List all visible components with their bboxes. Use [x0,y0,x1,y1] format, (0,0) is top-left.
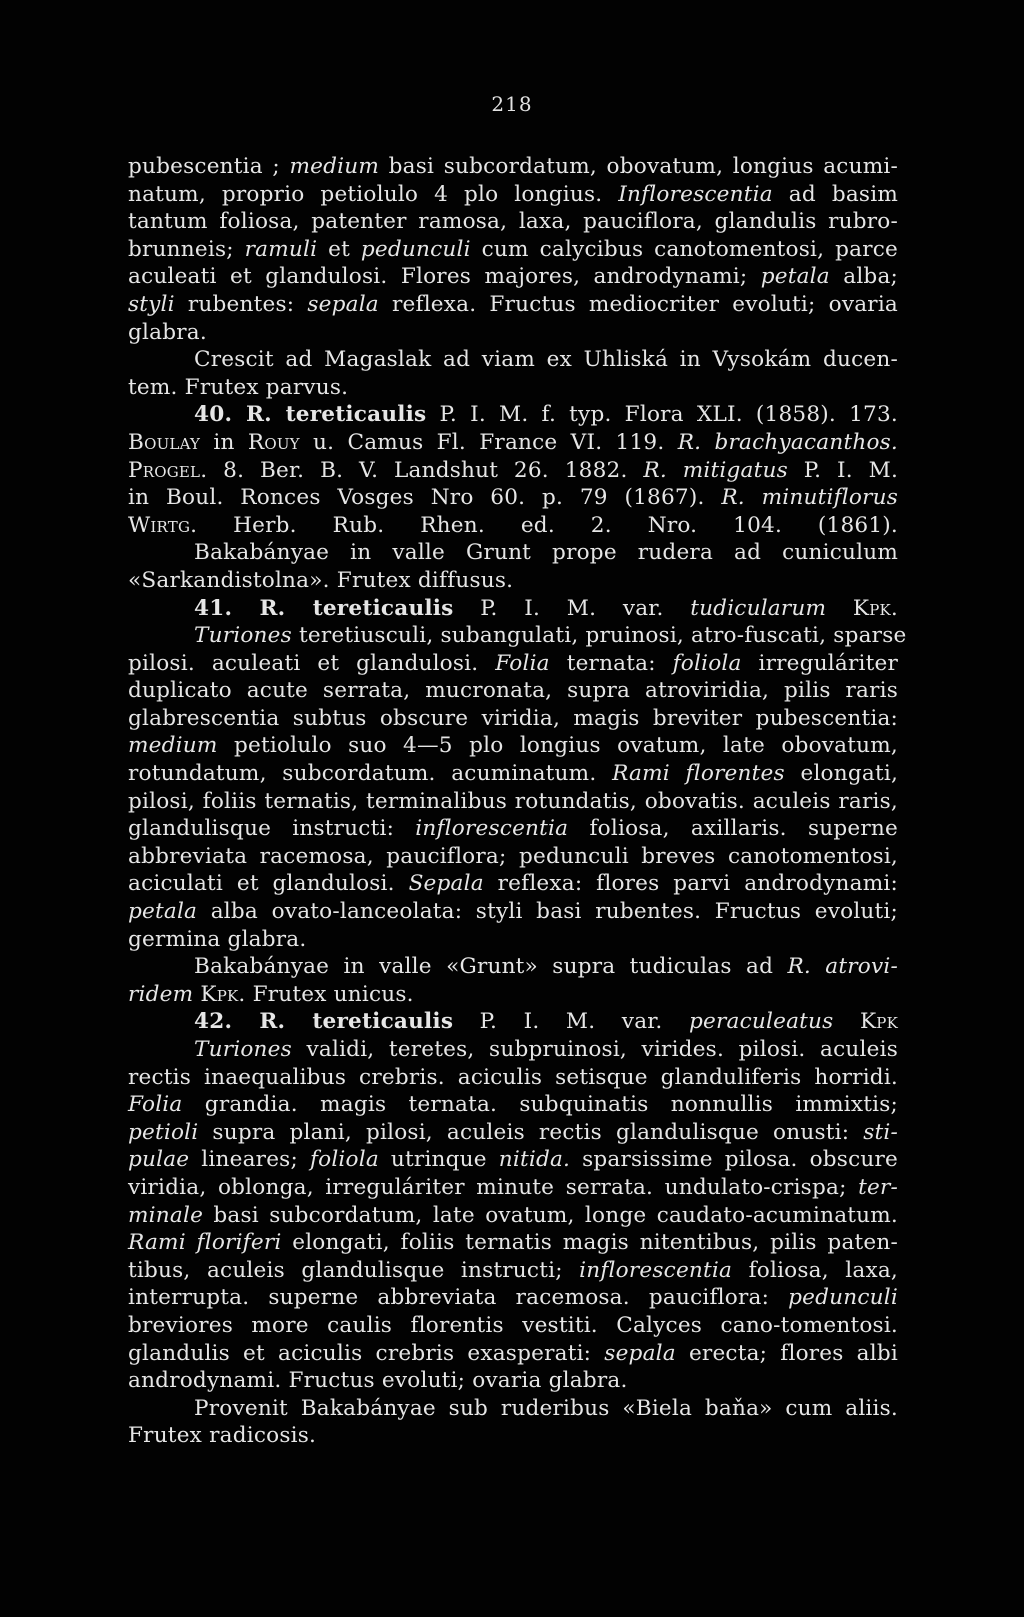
text-line [128,1119,898,1147]
text-run: Provenit Bakabányae sub ruderibus «Biela baňa» cum aliis. [194,1395,898,1421]
text-run: Rouy [247,429,300,455]
text-run: inflorescentia [415,816,569,842]
text-line [128,1174,898,1202]
text-line [128,1202,898,1230]
text-run: Crescit ad Magaslak ad viam ex Uhliská in Vysokám ducen- [194,347,898,373]
text-run [826,596,853,621]
text-run: peraculeatus [689,1009,834,1035]
text-run: pilosi. aculeati et glandulosi. [128,650,496,676]
text-run: Inflorescentia [618,181,773,207]
text-run: pedunculi [788,1285,898,1311]
text-line [128,1395,898,1423]
text-line [128,263,898,291]
text-line [128,512,898,540]
text-run: medium [289,154,380,179]
text-run: aciculati et glandulosi. [128,871,409,897]
text-run: Progel. [128,457,208,483]
text-run: basi subcordatum, obovatum, longius acumi- [379,154,898,179]
text-run: Folia [495,650,550,676]
text-run: P. I. M. f. typ. Flora XLI. (1858). 173. [426,402,898,428]
text-run: cum calycibus canotomentosi, parce [470,236,898,262]
text-run: ter- [858,1174,898,1200]
text-run: u. Camus Fl. France VI. 119. [299,429,678,455]
text-run: medium [128,733,218,759]
text-run: teretiusculi, subangulati, pruinosi, atro-fuscati, sparse [291,623,907,649]
text-line [128,484,898,512]
text-run: Herb. Rub. Rhen. ed. 2. Nro. 104. (1861). [197,512,898,538]
text-run: 42. R. tereticaulis [194,1009,454,1035]
text-run: validi, teretes, subpruinosi, virides. pilosi. aculeis [291,1037,898,1062]
text-run: inflorescentia [579,1257,733,1283]
text-run: R. atrovi- [787,954,898,980]
text-run: sti- [863,1119,898,1145]
text-run: lineares; [189,1147,310,1173]
text-run: sepala [604,1340,676,1366]
text-run: ternata: [549,650,673,676]
text-line [128,1064,898,1092]
text-run: 40. R. tereticaulis [194,402,427,428]
text-line [128,401,898,429]
text-run: alba ovato-lanceolata: styli basi rubentes. Fructus evoluti; [197,899,898,925]
text-line [128,1284,898,1312]
text-run: alba; [829,264,898,290]
text-run: grandia. magis ternata. subquinatis nonnullis immixtis; [182,1092,898,1118]
text-run: pulae [128,1147,190,1173]
text-run: ramuli [244,236,318,262]
text-run: germina glabra. [128,926,307,952]
text-run: abbreviata racemosa, pauciflora; pedunculi breves canotomentosi, [128,843,898,869]
text-line [128,429,898,457]
text-run: pubescentia ; [128,154,290,179]
text-run: sepala [307,291,379,317]
text-run: supra plani, pilosi, aculeis rectis glandulisque onusti: [198,1119,864,1145]
text-run: Bakabányae in valle Grunt prope rudera ad cuniculum [194,540,898,566]
text-run: elongati, [784,761,899,787]
text-run: Folia [128,1092,183,1118]
text-run: viridia, oblonga, irreguláriter minute serrata. undulato-crispa; [128,1174,859,1200]
text-run: rotundatum, subcordatum. acuminatum. [128,761,613,787]
text-run: Wirtg. [128,512,198,538]
text-line [128,1091,898,1119]
text-run: tibus, aculeis glandulisque instructi; [128,1257,580,1283]
text-run: erecta; flores albi [675,1340,898,1366]
text-line [128,788,898,816]
text-run: P. I. M. var. [453,1009,689,1035]
text-run: P. I. M. var. [453,595,691,621]
text-run: petiolulo suo 4—5 plo longius ovatum, late obovatum, [217,733,898,759]
text-run: glandulisque instructi: [128,816,416,842]
text-line [128,346,898,374]
text-run: petala [760,264,830,290]
text-run: duplicato acute serrata, mucronata, supra atroviridia, pilis raris [128,678,898,704]
text-run: «Sarkandistolna». Frutex diffusus. [128,567,514,593]
text-run: glabrescentia subtus obscure viridia, magis breviter pubescentia: [128,705,898,731]
text-line [128,567,898,595]
text-line [128,153,898,181]
text-run: sparsissime pilosa. obscure [570,1147,898,1173]
text-run: breviores more caulis florentis vestiti. Calyces cano-tomentosi. [128,1312,898,1338]
text-line [128,1367,898,1395]
text-run: rubentes: [174,291,308,317]
text-line [128,815,898,843]
text-run: tudicularum [690,595,827,621]
text-run: brunneis; [128,236,245,262]
text-line [128,732,898,760]
text-line [128,457,898,485]
text-run: Turiones [194,623,292,649]
text-run: foliola [672,650,742,676]
text-run: androdynami. Fructus evoluti; ovaria glabra. [128,1368,628,1394]
text-run: glandulis et aciculis crebris exasperati: [128,1340,605,1366]
text-run: rectis inaequalibus crebris. aciculis setisque glanduliferis horridi. [128,1064,898,1090]
text-run: tem. Frutex parvus. [128,374,349,400]
text-run: aculeati et glandulosi. Flores majores, androdynami; [128,264,761,290]
text-line [128,650,898,678]
text-run: pilosi, foliis ternatis, terminalibus rotundatis, obovatis. aculeis raris, [128,788,898,814]
text-run: foliola [309,1147,379,1173]
text-run: et [317,236,361,262]
text-line [128,208,898,236]
text-line [128,1422,898,1450]
text-line [128,1146,898,1174]
page-number: 218 [491,92,533,116]
text-line [128,539,898,567]
body-text [128,153,907,1450]
text-line [128,1036,898,1064]
text-line [128,319,898,347]
text-run: petioli [128,1119,199,1145]
text-line [128,926,898,954]
text-run: foliosa, axillaris. superne [568,816,898,842]
text-run: Frutex unicus. [245,981,414,1007]
text-run: tantum foliosa, patenter ramosa, laxa, pauciflora, glandulis rubro- [128,209,898,235]
text-run: foliosa, laxa, [732,1257,898,1283]
text-run: Kpk. [852,595,898,621]
text-run: Kpk [859,1009,898,1035]
text-run: Rami floriferi [128,1230,282,1256]
text-run: reflexa. Fructus mediocriter evoluti; ovaria [378,291,898,317]
text-line [128,843,898,871]
text-line [128,1312,898,1340]
text-line [128,374,898,402]
text-run: Rami florentes [612,761,785,787]
text-run: Turiones [194,1037,292,1062]
text-run: irreguláriter [741,650,898,676]
text-line [128,870,898,898]
text-line [128,898,898,926]
text-run: petala [128,899,198,925]
text-run: minale [128,1202,204,1228]
text-run: ad basim [772,181,898,207]
text-run: Kpk. [200,981,246,1007]
text-line [128,622,907,650]
text-line [128,760,898,788]
text-run: natum, proprio petiolulo 4 plo longius. [128,181,619,207]
text-run: in [200,429,248,455]
text-line [128,953,898,981]
text-run: basi subcordatum, late ovatum, longe caudato-acuminatum. [203,1202,898,1228]
text-run: Bakabányae in valle «Grunt» supra tudiculas ad [194,954,788,980]
text-line [128,1257,898,1285]
text-run: P. I. M. [787,457,899,483]
text-run: styli [128,291,175,317]
text-run: 41. R. tereticaulis [194,595,454,621]
text-line [128,705,898,733]
text-line [128,1008,898,1036]
text-line [128,236,898,264]
text-run: R. brachyacanthos. [677,429,898,455]
text-run: ridem [128,981,194,1007]
text-run: 8. Ber. B. V. Landshut 26. 1882. [207,457,644,483]
text-line [128,677,898,705]
text-run: in Boul. Ronces Vosges Nro 60. p. 79 (1867). [128,485,722,511]
text-run: Sepala [408,871,484,897]
text-line [128,1229,898,1257]
text-line [128,291,898,319]
text-run: Boulay [128,429,201,455]
text-run: R. mitigatus [643,457,788,483]
text-run: pedunculi [360,236,471,262]
text-run [833,1009,860,1034]
text-run: R. minutiflorus [721,485,898,511]
text-line [128,981,898,1009]
text-run: glabra. [128,319,207,345]
text-line [128,595,898,623]
text-run: elongati, foliis ternatis magis nitentibus, pilis paten- [281,1230,898,1256]
text-run: utrinque [378,1147,499,1173]
text-run: nitida. [498,1147,571,1173]
text-line [128,181,898,209]
text-line [128,1340,898,1368]
text-run: interrupta. superne abbreviata racemosa. pauciflora: [128,1285,789,1311]
text-run: reflexa: flores parvi androdynami: [483,871,898,897]
text-run: Frutex radicosis. [128,1423,317,1449]
